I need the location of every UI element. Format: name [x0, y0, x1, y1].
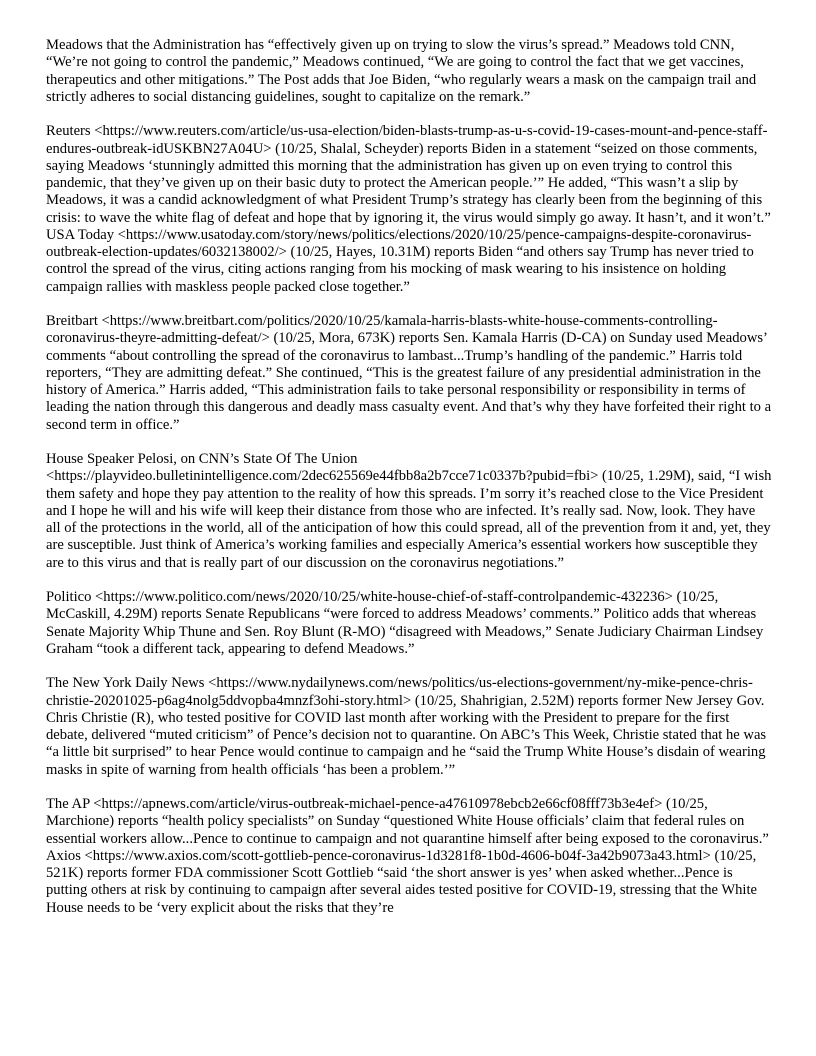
paragraph-ny-daily-news-christie: The New York Daily News <https://www.nydailynews.com/news/politics/us-elections-government/ny-mike-pence-chris-christie-20201025-p6ag4nolg5ddvopba4mnzf3ohi-story.html> (10/25, Shahrigian, 2.52M) reports former New Jersey Gov. Chris Christie (R), who tested positive for COVID last month after working with the President to prepare for the first debate, delivered “muted criticism” of Pence’s decision not to quarantine. On ABC’s This Week, Christie stated that he was “a little bit surprised” to hear Pence would continue to campaign and he “said the Trump White House’s disdain of wearing masks in spite of warning from health officials ‘has been a problem.’” — [46, 675, 767, 778]
paragraph-breitbart-harris: Breitbart <https://www.breitbart.com/politics/2020/10/25/kamala-harris-blasts-white-house-comments-controlling-coronavirus-theyre-admitting-defeat/> (10/25, Mora, 673K) reports Sen. Kamala Harris (D-CA) on Sunday used Meadows’ comments “about controlling the spread of the coronavirus to lambast...Trump’s handling of the pandemic.” Harris told reporters, “They are admitting defeat.” She continued, “This is the greatest failure of any presidential administration in the history of America.” Harris added, “This administration fails to take personal responsibility or responsibility in terms of leading the nation through this dangerous and deadly mass casualty event. And that’s why they have forfeited their right to a second term in office.” — [46, 313, 772, 433]
paragraph-politico: Politico <https://www.politico.com/news/2020/10/25/white-house-chief-of-staff-controlpandemic-432236> (10/25, McCaskill, 4.29M) reports Senate Republicans “were forced to address Meadows’ comments.” Politico adds that whereas Senate Majority Whip Thune and Sen. Roy Blunt (R-MO) “disagreed with Meadows,” Senate Judiciary Chairman Lindsey Graham “took a different tack, appearing to defend Meadows.” — [46, 589, 764, 657]
paragraph-ap-axios-gottlieb: The AP <https://apnews.com/article/virus-outbreak-michael-pence-a47610978ebcb2e66cf08fff73b3e4ef> (10/25, Marchione) reports “health policy specialists” on Sunday “questioned White House officials’ claim that federal rules on essential workers allow...Pence to continue to campaign and not quarantine himself after being exposed to the coronavirus.” Axios <https://www.axios.com/scott-gottlieb-pence-coronavirus-1d3281f8-1b0d-4606-b04f-3a42b9073a43.html> (10/25, 521K) reports former FDA commissioner Scott Gottlieb “said ‘the short answer is yes’ when asked whether...Pence is putting others at risk by continuing to campaign after several aides tested positive for COVID-19, stressing that the White House needs to be ‘very explicit about the risks that they’re — [46, 796, 769, 916]
paragraph-meadows-cnn: Meadows that the Administration has “effectively given up on trying to slow the virus’s spread.” Meadows told CNN, “We’re not going to control the pandemic,” Meadows continued, “We are going to control the fact that we get vaccines, therapeutics and other mitigations.” The Post adds that Joe Biden, “who regularly wears a mask on the campaign trail and strictly adheres to social distancing guidelines, sought to capitalize on the remark.” — [46, 37, 757, 105]
paragraph-reuters-usa-today: Reuters <https://www.reuters.com/article/us-usa-election/biden-blasts-trump-as-u-s-covid-19-cases-mount-and-pence-staff-endures-outbreak-idUSKBN27A04U> (10/25, Shalal, Scheyder) reports Biden in a statement “seized on those comments, saying Meadows ‘stunningly admitted this morning that the administration has given up on even trying to control this pandemic, that they’ve given up on their basic duty to protect the American people.’” He added, “This wasn’t a slip by Meadows, it was a candid acknowledgment of what President Trump’s strategy has clearly been from the beginning of this crisis: to wave the white flag of defeat and hope that by ignoring it, the virus would simply go away. It hasn’t, and it won’t.” USA Today <https://www.usatoday.com/story/news/politics/elections/2020/10/25/pence-campaigns-despite-coronavirus-outbreak-election-updates/6032138002/> (10/25, Hayes, 10.31M) reports Biden “and others say Trump has never tried to control the spread of the virus, citing actions ranging from his mocking of mask wearing to his insistence on holding campaign rallies with maskless people packed close together.” — [46, 123, 771, 295]
document-page — [46, 37, 772, 917]
paragraph-pelosi-cnn: House Speaker Pelosi, on CNN’s State Of The Union <https://playvideo.bulletinintelligence.com/2dec625569e44fbb8a2b7cce71c0337b?pubid=fbi> (10/25, 1.29M), said, “I wish them safety and hope they pay attention to the reality of how this spreads. I’m sorry it’s reached close to the Vice President and I hope he will and his wife will keep their distance from those who are infected. It’s really sad. Now, look. They have all of the protections in the world, all of the anticipation of how this could spread, all of the prevention from it and, yet, they are susceptible. Just think of America’s working families and especially America’s essential workers how susceptible they are to this virus and that is really part of our discussion on the coronavirus negotiations.” — [46, 451, 772, 571]
